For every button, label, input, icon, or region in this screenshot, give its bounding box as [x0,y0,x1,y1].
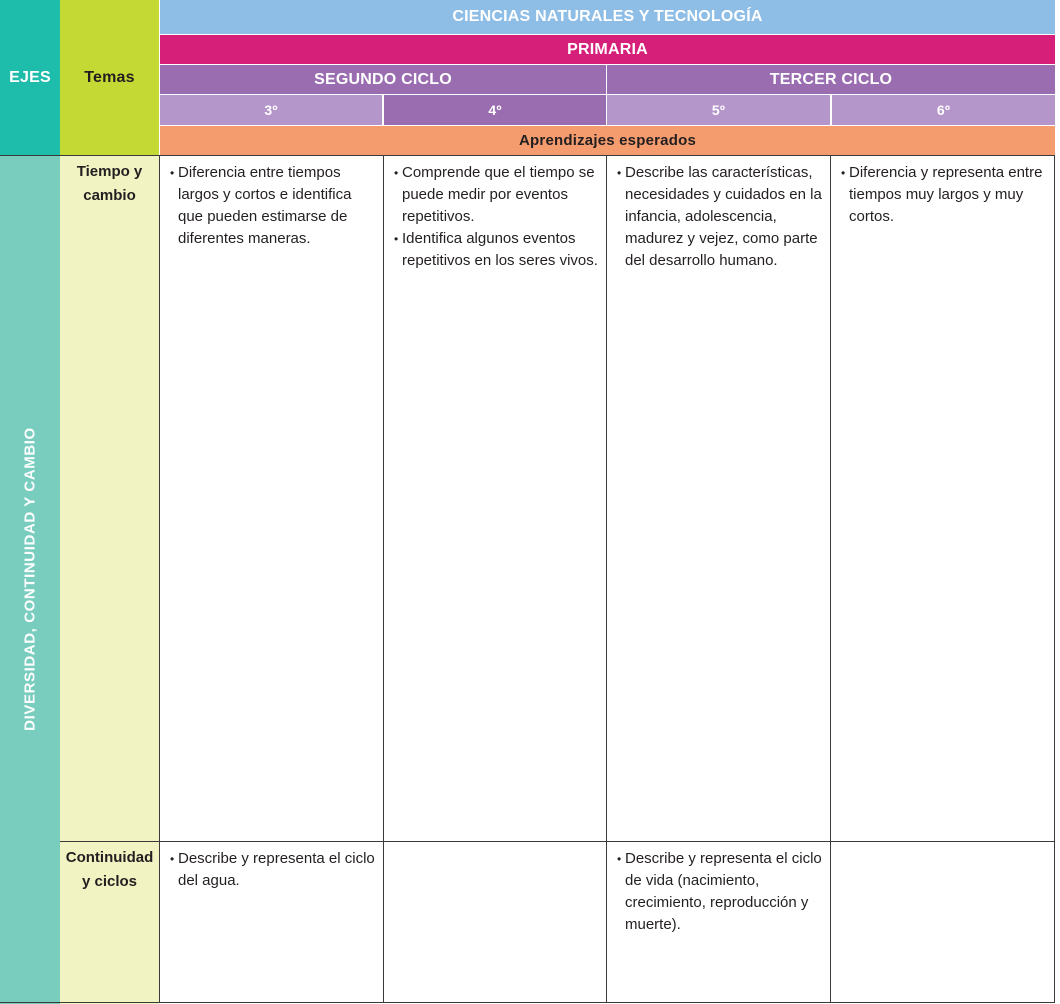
learning-band [160,126,1055,155]
learning-item: • Describe y representa el ciclo de vida (nacimiento, crecimiento, reproducción y muerte). [617,848,822,936]
cell-row1-grade4 [384,156,606,272]
learning-label: Aprendizajes esperados [519,132,696,149]
cell-row2-grade4 [384,842,606,848]
cycle-segundo-label: SEGUNDO CICLO [314,70,452,88]
cycle-segundo [160,65,606,94]
cell-row1-grade5 [607,156,830,272]
subject-title-label: CIENCIAS NATURALES Y TECNOLOGÍA [452,8,763,25]
cell-row1-grade6 [831,156,1054,228]
grid-line-v4 [830,155,831,1003]
grade-6-label: 6º [936,102,951,118]
grid-line-v5 [1054,155,1055,1003]
level-label: PRIMARIA [567,40,648,58]
grade-4-label: 4º [488,102,502,118]
learning-item: • Diferencia entre tiempos largos y cortos e identifica que pueden estimarse de diferentes maneras. [170,162,375,250]
grade-5-label: 5º [711,102,726,118]
grade-3-label: 3º [264,102,278,118]
tema-tiempo-y-cambio: Tiempo y cambio [76,163,143,204]
grade-6 [832,95,1055,125]
learning-item: • Diferencia y representa entre tiempos muy largos y muy cortos. [841,162,1046,228]
learning-item: • Comprende que el tiempo se puede medir por eventos repetitivos. [394,162,598,228]
level-band [160,35,1055,64]
grade-5 [607,95,830,125]
cell-row1-grade3 [160,156,383,250]
temas-header [60,0,159,155]
subject-title [160,0,1055,34]
eje-label: DIVERSIDAD, CONTINUIDAD Y CAMBIO [21,427,39,731]
ejes-header [0,0,60,155]
ejes-header-label: EJES [9,68,51,86]
temas-header-label: Temas [84,68,135,86]
cycle-tercero [607,65,1055,94]
eje-column [0,155,60,1004]
grade-3 [160,95,382,125]
cycle-tercero-label: TERCER CICLO [769,70,893,88]
learning-item: • Describe y representa el ciclo del agua. [170,848,375,892]
learning-item: • Describe las características, necesidades y cuidados en la infancia, adolescencia, madurez y vejez, como parte del desarrollo humano. [617,162,822,272]
cell-row2-grade3 [160,842,383,892]
cell-row2-grade6 [831,842,1054,848]
cell-row2-grade5 [607,842,830,936]
grade-4 [384,95,606,125]
tema-continuidad-y-ciclos: Continuidad y ciclos [65,849,154,890]
learning-item: • Identifica algunos eventos repetitivos en los seres vivos. [394,228,598,272]
grid-line-v2 [383,155,384,1003]
